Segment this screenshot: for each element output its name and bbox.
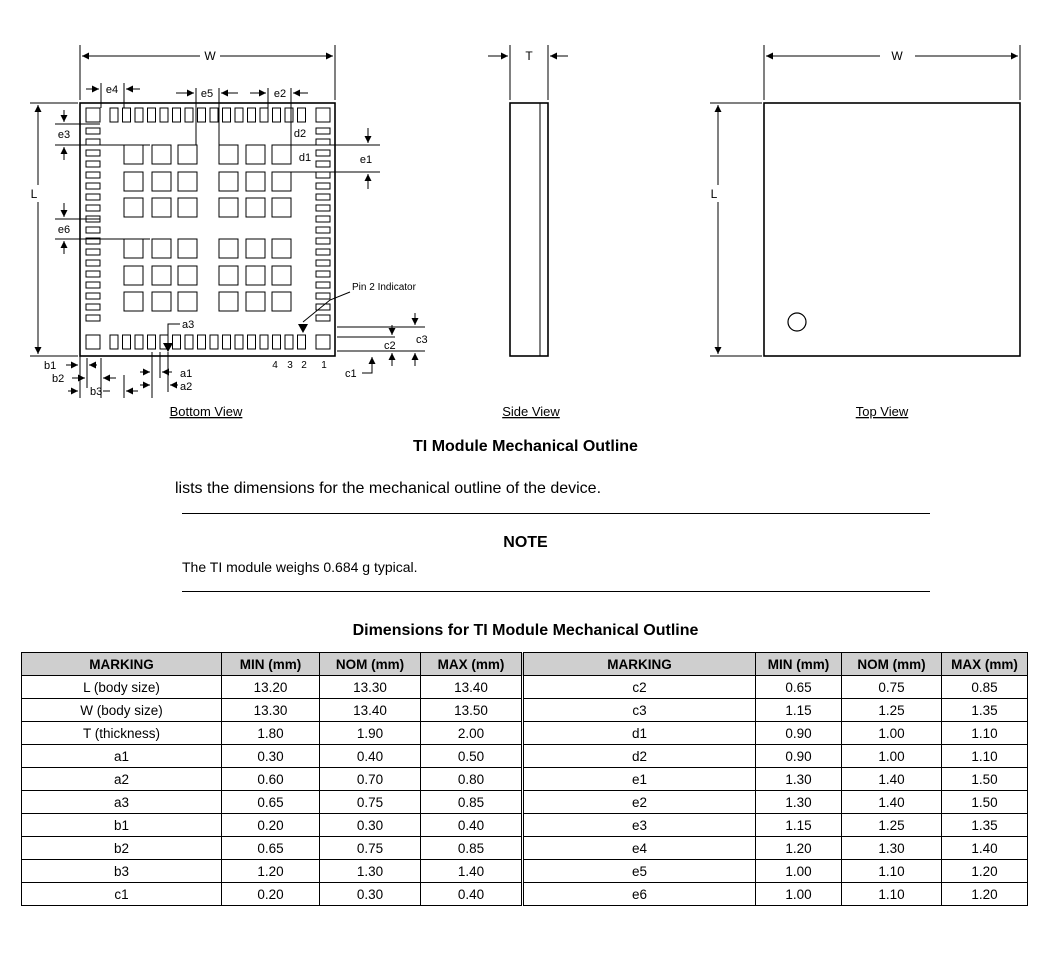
table-cell: 0.75 bbox=[320, 837, 421, 860]
edge-pad bbox=[316, 249, 330, 255]
center-pad bbox=[178, 292, 197, 311]
label-l-bottom: L bbox=[30, 187, 38, 201]
table-cell: L (body size) bbox=[22, 676, 222, 699]
table-cell: e4 bbox=[523, 837, 756, 860]
table-cell: 0.20 bbox=[222, 814, 320, 837]
pin-number-1: 1 bbox=[321, 360, 327, 371]
table-cell: 1.20 bbox=[942, 860, 1028, 883]
table-cell: b3 bbox=[22, 860, 222, 883]
edge-pad bbox=[316, 315, 330, 321]
center-pad bbox=[124, 239, 143, 258]
edge-pad bbox=[86, 150, 100, 156]
edge-pad bbox=[86, 315, 100, 321]
edge-pad bbox=[135, 108, 143, 122]
label-e3: e3 bbox=[57, 129, 71, 141]
table-cell: 1.20 bbox=[756, 837, 842, 860]
center-pad bbox=[124, 172, 143, 191]
edge-pad bbox=[316, 172, 330, 178]
bottom-view-body bbox=[80, 103, 335, 356]
edge-pad bbox=[198, 108, 206, 122]
edge-pad bbox=[173, 335, 181, 349]
corner-pad bbox=[316, 108, 330, 122]
table-cell: 13.20 bbox=[222, 676, 320, 699]
edge-pad bbox=[273, 335, 281, 349]
header-min-right: MIN (mm) bbox=[756, 653, 842, 676]
center-pad bbox=[219, 292, 238, 311]
table-cell: 0.75 bbox=[320, 791, 421, 814]
table-cell: 1.35 bbox=[942, 814, 1028, 837]
edge-pad bbox=[86, 271, 100, 277]
edge-pad bbox=[316, 128, 330, 134]
table-cell: b2 bbox=[22, 837, 222, 860]
table-row bbox=[22, 768, 1028, 791]
edge-pad bbox=[316, 216, 330, 222]
label-e1: e1 bbox=[359, 154, 373, 166]
table-cell: 0.65 bbox=[222, 837, 320, 860]
label-d2: d2 bbox=[293, 128, 307, 140]
table-row bbox=[22, 699, 1028, 722]
table-cell: 0.40 bbox=[421, 814, 523, 837]
bottom-view bbox=[80, 103, 335, 356]
lead-text: lists the dimensions for the mechanical outline of the device. bbox=[175, 480, 602, 497]
center-pad bbox=[219, 145, 238, 164]
table-row bbox=[22, 722, 1028, 745]
table-cell: W (body size) bbox=[22, 699, 222, 722]
label-a3: a3 bbox=[182, 319, 195, 331]
header-nom-left: NOM (mm) bbox=[320, 653, 421, 676]
dim-l-bottom bbox=[30, 103, 78, 356]
edge-pad bbox=[235, 335, 243, 349]
table-row bbox=[22, 883, 1028, 906]
label-d1: d1 bbox=[298, 152, 312, 164]
table-row bbox=[22, 676, 1028, 699]
center-pad bbox=[178, 145, 197, 164]
top-view-body bbox=[764, 103, 1020, 356]
table-cell: 2.00 bbox=[421, 722, 523, 745]
center-pad bbox=[152, 266, 171, 285]
table-cell: 0.90 bbox=[756, 745, 842, 768]
center-pad bbox=[152, 239, 171, 258]
center-pad bbox=[178, 266, 197, 285]
dimensions-table bbox=[21, 652, 1028, 906]
table-cell: a2 bbox=[22, 768, 222, 791]
center-pad bbox=[124, 145, 143, 164]
edge-pad bbox=[86, 194, 100, 200]
center-pad bbox=[246, 172, 265, 191]
center-pad bbox=[152, 198, 171, 217]
center-pad bbox=[272, 266, 291, 285]
dim-a3 bbox=[168, 324, 180, 338]
center-pad bbox=[246, 198, 265, 217]
table-cell: 0.90 bbox=[756, 722, 842, 745]
figure-caption: TI Module Mechanical Outline bbox=[413, 438, 638, 455]
edge-pad bbox=[248, 335, 256, 349]
edge-pad bbox=[110, 335, 118, 349]
table-cell: 1.40 bbox=[942, 837, 1028, 860]
note-top-rule bbox=[182, 513, 930, 514]
table-cell: 0.20 bbox=[222, 883, 320, 906]
table-cell: 1.35 bbox=[942, 699, 1028, 722]
table-cell: e6 bbox=[523, 883, 756, 906]
edge-pad bbox=[123, 335, 131, 349]
edge-pad bbox=[235, 108, 243, 122]
table-cell: 1.90 bbox=[320, 722, 421, 745]
a3-marker bbox=[163, 343, 173, 352]
pin2-indicator-leader bbox=[303, 292, 350, 322]
header-min-left: MIN (mm) bbox=[222, 653, 320, 676]
edge-pad bbox=[185, 108, 193, 122]
header-max-right: MAX (mm) bbox=[942, 653, 1028, 676]
side-view-body bbox=[510, 103, 548, 356]
pin-number-2: 2 bbox=[301, 360, 307, 371]
edge-pad bbox=[185, 335, 193, 349]
note-text: The TI module weighs 0.684 g typical. bbox=[182, 559, 418, 575]
table-cell: 0.85 bbox=[421, 791, 523, 814]
table-cell: c3 bbox=[523, 699, 756, 722]
top-view-label: Top View bbox=[855, 404, 909, 419]
center-pad bbox=[124, 266, 143, 285]
pin-indicator-label: Pin 2 Indicator bbox=[352, 282, 416, 293]
table-cell: 0.85 bbox=[942, 676, 1028, 699]
edge-pad bbox=[298, 335, 306, 349]
label-c1: c1 bbox=[345, 368, 357, 380]
edge-pad bbox=[86, 205, 100, 211]
center-pad bbox=[219, 198, 238, 217]
edge-pad bbox=[223, 335, 231, 349]
center-pad bbox=[152, 172, 171, 191]
table-cell: 1.00 bbox=[756, 860, 842, 883]
pin1-dot bbox=[788, 313, 806, 331]
table-cell: 13.30 bbox=[222, 699, 320, 722]
table-header-row bbox=[22, 653, 1028, 676]
table-cell: 1.30 bbox=[320, 860, 421, 883]
table-cell: 0.30 bbox=[320, 814, 421, 837]
edge-pad bbox=[316, 293, 330, 299]
label-e5: e5 bbox=[200, 88, 214, 100]
table-cell: 1.10 bbox=[842, 883, 942, 906]
table-cell: 0.70 bbox=[320, 768, 421, 791]
pin-number-4: 4 bbox=[272, 360, 278, 371]
table-cell: 1.30 bbox=[842, 837, 942, 860]
dim-c3 bbox=[337, 313, 425, 366]
edge-pad bbox=[285, 335, 293, 349]
table-cell: b1 bbox=[22, 814, 222, 837]
label-w-bottom: W bbox=[204, 49, 216, 63]
table-cell: c1 bbox=[22, 883, 222, 906]
pad-array bbox=[86, 108, 330, 349]
edge-pad bbox=[86, 282, 100, 288]
table-cell: 0.50 bbox=[421, 745, 523, 768]
edge-pad bbox=[148, 108, 156, 122]
table-cell: 0.65 bbox=[756, 676, 842, 699]
table-cell: 0.40 bbox=[320, 745, 421, 768]
table-caption: Dimensions for TI Module Mechanical Outline bbox=[352, 622, 699, 639]
center-pad bbox=[124, 198, 143, 217]
edge-pad bbox=[86, 293, 100, 299]
edge-pad bbox=[223, 108, 231, 122]
edge-pad bbox=[316, 271, 330, 277]
table-cell: 1.00 bbox=[842, 722, 942, 745]
table-cell: 0.30 bbox=[222, 745, 320, 768]
edge-pad bbox=[316, 227, 330, 233]
table-cell: 1.30 bbox=[756, 791, 842, 814]
table-body bbox=[22, 676, 1028, 906]
table-cell: 0.40 bbox=[421, 883, 523, 906]
label-b2: b2 bbox=[52, 373, 65, 385]
edge-pad bbox=[210, 108, 218, 122]
edge-pad bbox=[316, 139, 330, 145]
pin2-indicator-marker bbox=[298, 324, 308, 333]
table-cell: 1.15 bbox=[756, 699, 842, 722]
center-pad bbox=[272, 145, 291, 164]
edge-pad bbox=[86, 183, 100, 189]
label-c2: c2 bbox=[384, 340, 396, 352]
table-cell: 0.75 bbox=[842, 676, 942, 699]
edge-pad bbox=[86, 128, 100, 134]
header-max-left: MAX (mm) bbox=[421, 653, 523, 676]
center-pad bbox=[272, 239, 291, 258]
edge-pad bbox=[316, 205, 330, 211]
edge-pad bbox=[123, 108, 131, 122]
edge-pad bbox=[86, 161, 100, 167]
center-pad bbox=[178, 239, 197, 258]
edge-pad bbox=[86, 260, 100, 266]
table-row bbox=[22, 791, 1028, 814]
table-cell: 1.20 bbox=[222, 860, 320, 883]
table-cell: 1.10 bbox=[942, 745, 1028, 768]
edge-pad bbox=[316, 150, 330, 156]
table-cell: e1 bbox=[523, 768, 756, 791]
label-e6: e6 bbox=[57, 224, 71, 236]
edge-pad bbox=[86, 249, 100, 255]
table-cell: 13.40 bbox=[421, 676, 523, 699]
edge-pad bbox=[110, 108, 118, 122]
center-pad bbox=[219, 266, 238, 285]
bottom-view-label: Bottom View bbox=[169, 404, 243, 419]
dim-l-top bbox=[710, 103, 762, 356]
table-cell: 1.10 bbox=[942, 722, 1028, 745]
corner-pad bbox=[86, 108, 100, 122]
table-cell: 1.00 bbox=[842, 745, 942, 768]
label-b1: b1 bbox=[44, 360, 57, 372]
edge-pad bbox=[260, 108, 268, 122]
edge-pad bbox=[160, 108, 168, 122]
table-cell: 1.40 bbox=[842, 791, 942, 814]
note-title: NOTE bbox=[503, 534, 548, 551]
label-e2: e2 bbox=[273, 88, 287, 100]
table-cell: d1 bbox=[523, 722, 756, 745]
center-pad bbox=[246, 292, 265, 311]
center-pad bbox=[152, 292, 171, 311]
table-row bbox=[22, 860, 1028, 883]
label-a2: a2 bbox=[180, 381, 193, 393]
edge-pad bbox=[148, 335, 156, 349]
edge-pad bbox=[210, 335, 218, 349]
edge-pad bbox=[316, 282, 330, 288]
center-pad bbox=[272, 172, 291, 191]
table-cell: a3 bbox=[22, 791, 222, 814]
table-cell: 1.50 bbox=[942, 768, 1028, 791]
table-cell: 0.60 bbox=[222, 768, 320, 791]
edge-pad bbox=[86, 172, 100, 178]
edge-pad bbox=[260, 335, 268, 349]
center-pad bbox=[272, 292, 291, 311]
center-pad bbox=[178, 198, 197, 217]
corner-pad bbox=[86, 335, 100, 349]
pin-number-3: 3 bbox=[287, 360, 293, 371]
header-marking-left: MARKING bbox=[22, 653, 222, 676]
table-cell: 1.10 bbox=[842, 860, 942, 883]
table-cell: 1.40 bbox=[421, 860, 523, 883]
table-cell: 1.80 bbox=[222, 722, 320, 745]
table-cell: 13.40 bbox=[320, 699, 421, 722]
edge-pad bbox=[316, 161, 330, 167]
edge-pad bbox=[198, 335, 206, 349]
label-b3: b3 bbox=[90, 386, 103, 398]
table-cell: e2 bbox=[523, 791, 756, 814]
edge-pad bbox=[86, 304, 100, 310]
table-cell: 1.20 bbox=[942, 883, 1028, 906]
table-cell: T (thickness) bbox=[22, 722, 222, 745]
center-pad bbox=[124, 292, 143, 311]
table-cell: 1.25 bbox=[842, 699, 942, 722]
mechanical-outline-drawing bbox=[0, 0, 1051, 430]
edge-pad bbox=[173, 108, 181, 122]
table-row bbox=[22, 745, 1028, 768]
edge-pad bbox=[316, 194, 330, 200]
label-l-top: L bbox=[710, 187, 718, 201]
side-view-label: Side View bbox=[502, 404, 560, 419]
edge-pad bbox=[86, 139, 100, 145]
center-pad bbox=[246, 145, 265, 164]
table-cell: 1.00 bbox=[756, 883, 842, 906]
label-c3: c3 bbox=[416, 334, 428, 346]
table-cell: 0.30 bbox=[320, 883, 421, 906]
edge-pad bbox=[285, 108, 293, 122]
header-marking-right: MARKING bbox=[523, 653, 756, 676]
table-row bbox=[22, 814, 1028, 837]
table-cell: e5 bbox=[523, 860, 756, 883]
table-cell: 1.30 bbox=[756, 768, 842, 791]
edge-pad bbox=[316, 183, 330, 189]
edge-pad bbox=[316, 260, 330, 266]
table-cell: 0.85 bbox=[421, 837, 523, 860]
table-cell: 1.25 bbox=[842, 814, 942, 837]
table-cell: d2 bbox=[523, 745, 756, 768]
side-view bbox=[510, 103, 548, 356]
table-cell: 13.30 bbox=[320, 676, 421, 699]
center-pad bbox=[272, 198, 291, 217]
table-cell: 0.65 bbox=[222, 791, 320, 814]
table-cell: e3 bbox=[523, 814, 756, 837]
edge-pad bbox=[135, 335, 143, 349]
label-t: T bbox=[525, 49, 533, 63]
center-pad bbox=[219, 172, 238, 191]
center-pad bbox=[178, 172, 197, 191]
edge-pad bbox=[248, 108, 256, 122]
table-cell: 1.40 bbox=[842, 768, 942, 791]
table-cell: 1.50 bbox=[942, 791, 1028, 814]
table-cell: a1 bbox=[22, 745, 222, 768]
table-row bbox=[22, 837, 1028, 860]
center-pad bbox=[219, 239, 238, 258]
dim-bottom-left bbox=[66, 352, 178, 398]
center-pad bbox=[152, 145, 171, 164]
label-e4: e4 bbox=[105, 84, 119, 96]
edge-pad bbox=[273, 108, 281, 122]
edge-pad bbox=[298, 108, 306, 122]
top-view bbox=[764, 103, 1020, 356]
edge-pad bbox=[316, 238, 330, 244]
table-cell: 0.80 bbox=[421, 768, 523, 791]
dim-c1 bbox=[362, 357, 372, 373]
center-pad bbox=[246, 239, 265, 258]
header-nom-right: NOM (mm) bbox=[842, 653, 942, 676]
table-cell: c2 bbox=[523, 676, 756, 699]
corner-pad bbox=[316, 335, 330, 349]
edge-pad bbox=[86, 227, 100, 233]
center-pad bbox=[246, 266, 265, 285]
table-cell: 13.50 bbox=[421, 699, 523, 722]
label-w-top: W bbox=[891, 49, 903, 63]
table-cell: 1.15 bbox=[756, 814, 842, 837]
label-a1: a1 bbox=[180, 368, 193, 380]
note-bottom-rule bbox=[182, 591, 930, 592]
